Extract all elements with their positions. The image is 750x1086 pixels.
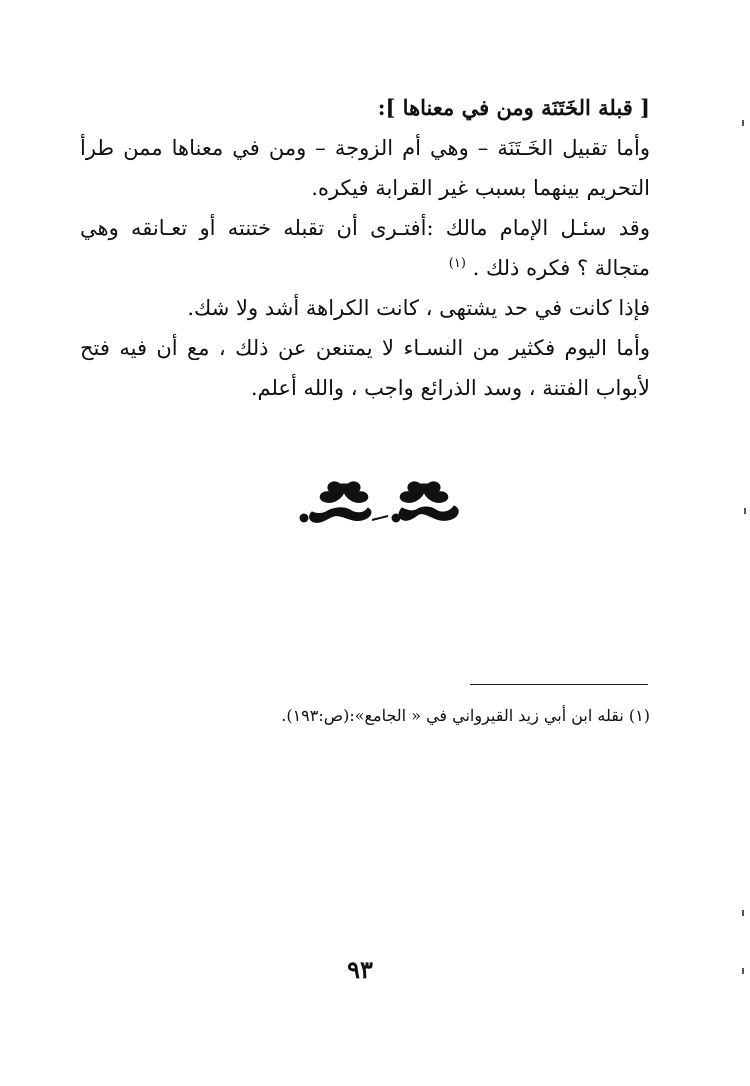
footnote-divider [470, 684, 648, 685]
footnote-marker: (١) [448, 256, 466, 271]
margin-mark [744, 508, 746, 514]
page-number: ٩٣ [347, 955, 373, 984]
paragraph-1: وأما تقبيل الخَـتَنَة – وهي أم الزوجة – ومن في معناها ممن طرأ التحريم بينهما بسبب غير القرابة فيكره. [80, 136, 650, 200]
floral-ornament-icon [292, 478, 472, 526]
section-heading: [ قبلة الخَتَنَة ومن في معناها ]: [377, 95, 650, 120]
footnote: (١) نقله ابن أبي زيد القيرواني في « الجامع»:(ص:١٩٣). [281, 706, 650, 725]
paragraph-3: فإذا كانت في حد يشتهى ، كانت الكراهة أشد ولا شك. [187, 296, 650, 320]
paragraph-4: وأما اليوم فكثير من النسـاء لا يمتنعن عن ذلك ، مع أن فيه فتح لأبواب الفتنة ، وسد الذرائع واجب ، والله أعلم. [80, 336, 650, 400]
main-text [80, 88, 650, 408]
paragraph-2-text: وقد سئـل الإمام مالك :أفتـرى أن تقبله ختنته أو تعـانقه وهي متجالة ؟ فكره ذلك . [80, 216, 650, 280]
margin-mark [742, 910, 744, 916]
paragraph-2 [80, 208, 650, 288]
margin-mark [742, 968, 744, 974]
margin-mark [742, 120, 744, 126]
